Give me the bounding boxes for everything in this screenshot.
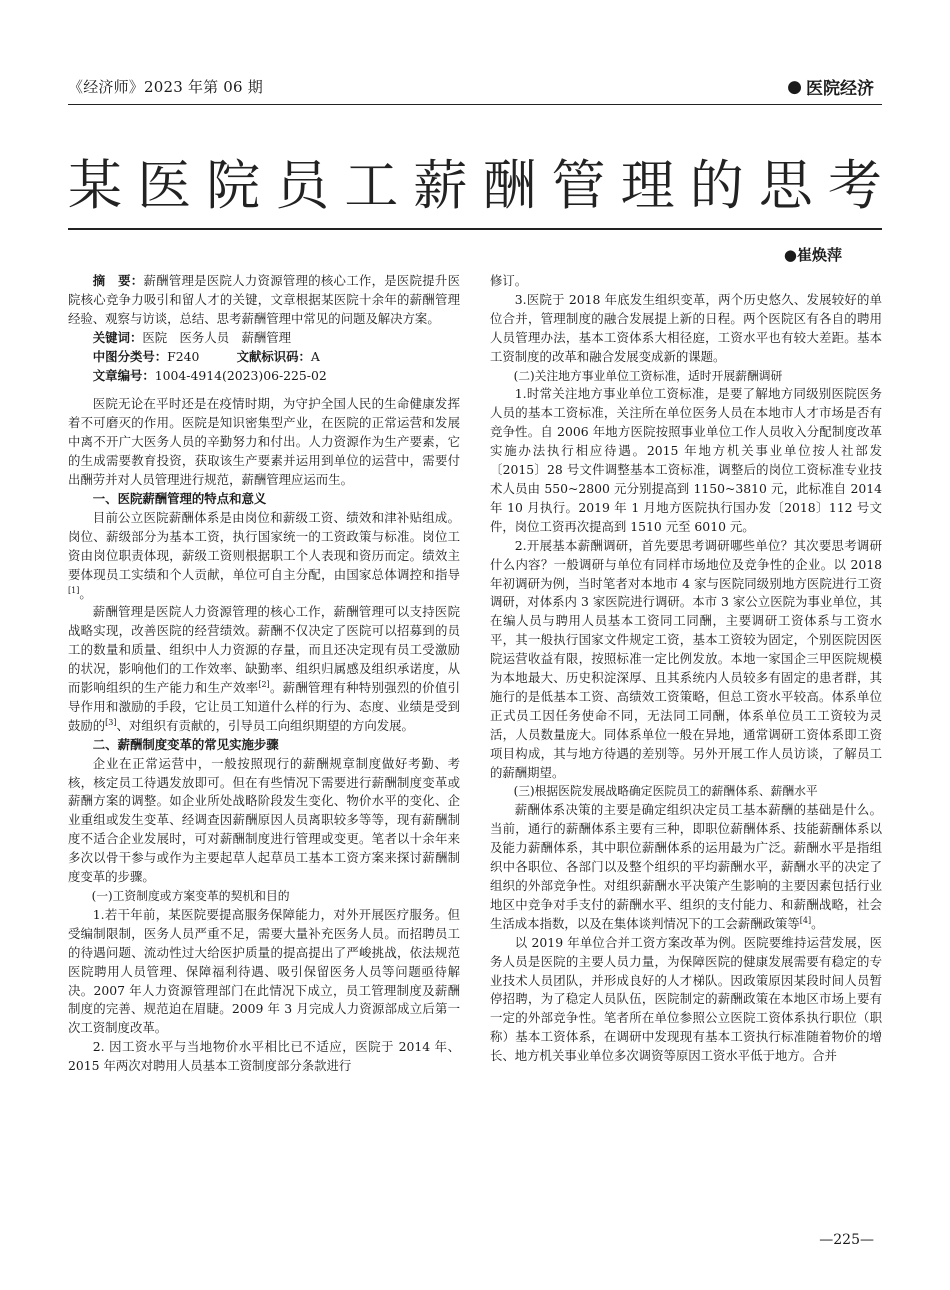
title-rule [68, 228, 882, 230]
subsection-heading: (一)工资制度或方案变革的契机和目的 [91, 889, 290, 903]
right-column [490, 272, 882, 1066]
body-paragraph: 2.开展基本薪酬调研，首先要思考调研哪些单位？其次要思考调研什么内容？一般调研与单位有同样市场地位及竞争性的企业。以 2018 年初调研为例，当时笔者对本地市 4 家与医院同级别地方医院进行工资调研，对体系内 3 家医院进行调研。本市 3 家公立医院为事业单位，其在编人员与聘用人员基本工资同工同酬，主要调研工资体系与工资水平，其一般执行国家文件规定工资，基本工资较为固定，个别医院因医院运营收益有限，按照标准一定比例发放。本地一家国企三甲医院规模为本地最大、历史积淀深厚、且其系统内人员较多有固定的患者群，其施行的是低基本工资、高绩效工资策略，但总工资水平较高。体系单位正式员工因任务使命不同，无法同工同酬，体系单位员工工资较为灵活，人员数量庞大。同体系单位一般在异地，通常调研工资体系即工资项目构成，其与地方待遇的差别等。另外开展工作人员访谈，了解员工的薪酬期望。 [490, 537, 882, 780]
title-char: 医 [137, 153, 192, 217]
title-char: 考 [827, 153, 882, 217]
section-label [787, 74, 874, 99]
section-bullet-icon: ● [787, 76, 802, 97]
title-char: 薪 [413, 153, 468, 217]
body-paragraph: 1.时常关注地方事业单位工资标准，是要了解地方同级别医院医务人员的基本工资标准，关注所在单位医务人员在本地市人才市场是否有竞争性。自 2006 年地方医院按照事业单位工作人员收入分配制度改革实施办法执行相应待遇。2015 年地方机关事业单位按人社部发〔2015〕28 号文件调整基本工资标准，调整后的岗位工资标准专业技术人员由 550~2800 元分别提高到 1150~3810 元，此标准自 2014 年 10 月执行。2019 年 1 月地方医院执行国办发〔2018〕112 号文件，岗位工资再次提高到 1510 元至 6010 元。 [490, 386, 882, 534]
body-paragraph: 目前公立医院薪酬体系是由岗位和薪级工资、绩效和津补贴组成。岗位、薪级部分为基本工资，执行国家统一的工资政策与标准。岗位工资由岗位职责体现，薪级工资则根据职工个人表现和资历而定。绩效主要体现员工实绩和个人贡献，单位可自主分配，由国家总体调控和指导[1]。 [68, 509, 460, 601]
author: ●崔焕萍 [783, 246, 842, 264]
keywords: 关键词：医院 医务人员 薪酬管理 [92, 329, 292, 345]
article-number: 文章编号：1004-4914(2023)06-225-02 [92, 367, 327, 383]
header-rule [68, 104, 882, 105]
citation: [2] [258, 679, 270, 689]
subsection-heading: (二)关注地方事业单位工资标准，适时开展薪酬调研 [513, 368, 783, 383]
page-number: —225— [819, 1232, 874, 1248]
article-title [68, 146, 882, 216]
intro-paragraph: 医院无论在平时还是在疫情时期，为守护全国人民的生命健康发挥着不可磨灭的作用。医院是知识密集型产业，在医院的正常运营和发展中离不开广大医务人员的辛勤努力和付出。人力资源作为生产要素，它的生成需要教育投资，获取该生产要素并运用到单位的运营中，需要付出酬劳并对人员管理进行规范，薪酬管理应运而生。 [68, 396, 460, 488]
body-paragraph: 3.医院于 2018 年底发生组织变革，两个历史悠久、发展较好的单位合并，管理制度的融合发展提上新的日程。两个医院区有各自的聘用人员管理办法，基本工资体系大相径庭，工资水平也有较大差距。基本工资制度的改革和融合发展变成新的课题。 [490, 291, 882, 364]
body-paragraph: 薪酬管理是医院人力资源管理的核心工作，薪酬管理可以支持医院战略实现，改善医院的经营绩效。薪酬不仅决定了医院可以招募到的员工的数量和质量、组织中人力资源的存量，而且还决定现有员工受激励的状况，影响他们的工作效率、缺勤率、组织归属感及组织承诺度，从而影响组织的生产能力和生产效率[2]。薪酬管理有种特别强烈的价值引导作用和激励的手段，它让员工知道什么样的行为、态度、业绩是受到鼓励的[3]、对组织有贡献的，引导员工向组织期望的方向发展。 [68, 604, 460, 733]
body-paragraph: 2. 因工资水平与当地物价水平相比已不适应，医院于 2014 年、2015 年两次对聘用人员基本工资制度部分条款进行 [68, 1039, 460, 1074]
title-char: 理 [620, 153, 675, 217]
title-char: 思 [758, 153, 813, 217]
body-paragraph: 修订。 [490, 273, 528, 288]
section-heading: 二、薪酬制度变革的常见实施步骤 [92, 736, 279, 752]
citation: [4] [799, 915, 812, 925]
body-paragraph: 以 2019 年单位合并工资方案改革为例。医院要维持运营发展，医务人员是医院的主要人员力量，为保障医院的健康发展需要有稳定的专业技术人员团队，并形成良好的人才梯队。因政策原因某段时间人员暂停招聘，为了稳定人员队伍，医院制定的薪酬政策在本地区市场上要有一定的外部竞争性。笔者所在单位参照公立医院工资体系执行职位（职称）基本工资体系，在调研中发现现有基本工资执行标准随着物价的增长、地方机关事业单位多次调资等原因工资水平低于地方。合并 [490, 934, 882, 1064]
subsection-heading: (三)根据医院发展战略确定医院员工的薪酬体系、薪酬水平 [513, 784, 818, 799]
left-column [68, 272, 460, 1076]
section-heading: 一、医院薪酬管理的特点和意义 [92, 490, 267, 506]
journal-citation: 《经济师》2023 年第 06 期 [68, 78, 263, 96]
title-char: 酬 [482, 153, 537, 217]
article-meta [68, 329, 460, 386]
body-paragraph: 企业在正常运营中，一般按照现行的薪酬规章制度做好考勤、考核，核定员工待遇发放即可。但在有些情况下需要进行薪酬制度变革或薪酬方案的调整。如企业所处战略阶段发生变化、物价水平的变化、企业重组或发生变革、经调查因薪酬原因人员离职较多等等，现有薪酬制度不适合企业发展时，可对薪酬制度进行管理或变更。笔者以十余年来多次以骨干参与或作为主要起草人起草员工基本工资方案来探讨薪酬制度变革的步骤。 [68, 755, 460, 885]
title-char: 工 [344, 153, 399, 217]
citation: [3] [105, 717, 117, 727]
abstract-text: 摘 要：薪酬管理是医院人力资源管理的核心工作，是医院提升医院核心竞争力吸引和留人才的关键，文章根据某医院十余年的薪酬管理经验、观察与访谈，总结、思考薪酬管理中常见的问题及解决方案。 [68, 273, 460, 326]
title-char: 院 [206, 153, 261, 217]
title-char: 某 [68, 153, 122, 217]
body-paragraph: 1.若干年前，某医院要提高服务保障能力，对外开展医疗服务。但受编制限制，医务人员严重不足，需要大量补充医务人员。而招聘员工的待遇问题、流动性过大给医护质量的提高提出了严峻挑战，依法规范医院聘用人员管理、保障福利待遇、吸引保留医务人员等问题亟待解决。2007 年人力资源管理部门在此情况下成立，员工管理制度及薪酬制度的完善、规范迫在眉睫。2009 年 3 月完成人力资源部成立后第一次工资制度改革。 [68, 906, 460, 1036]
section-name: 医院经济 [806, 79, 874, 99]
title-char: 员 [275, 153, 330, 217]
citation: [1] [68, 585, 80, 595]
classification: 中图分类号：F240 文献标识码：A [92, 348, 320, 364]
title-char: 的 [689, 153, 744, 217]
title-char: 管 [551, 153, 606, 217]
abstract [68, 272, 460, 329]
body-paragraph: 薪酬体系决策的主要是确定组织决定员工基本薪酬的基础是什么。当前，通行的薪酬体系主要有三种，即职位薪酬体系、技能薪酬体系以及能力薪酬体系，其中职位薪酬体系的运用最为广泛。薪酬水平是指组织中各职位、各部门以及整个组织的平均薪酬水平，薪酬水平的决定了组织的外部竞争性。对组织薪酬水平决策产生影响的主要因素包括行业地区中竞争对手支付的薪酬水平、组织的支付能力、和薪酬战略，社会生活成本指数，以及在集体谈判情况下的工会薪酬政策等[4]。 [490, 802, 882, 931]
